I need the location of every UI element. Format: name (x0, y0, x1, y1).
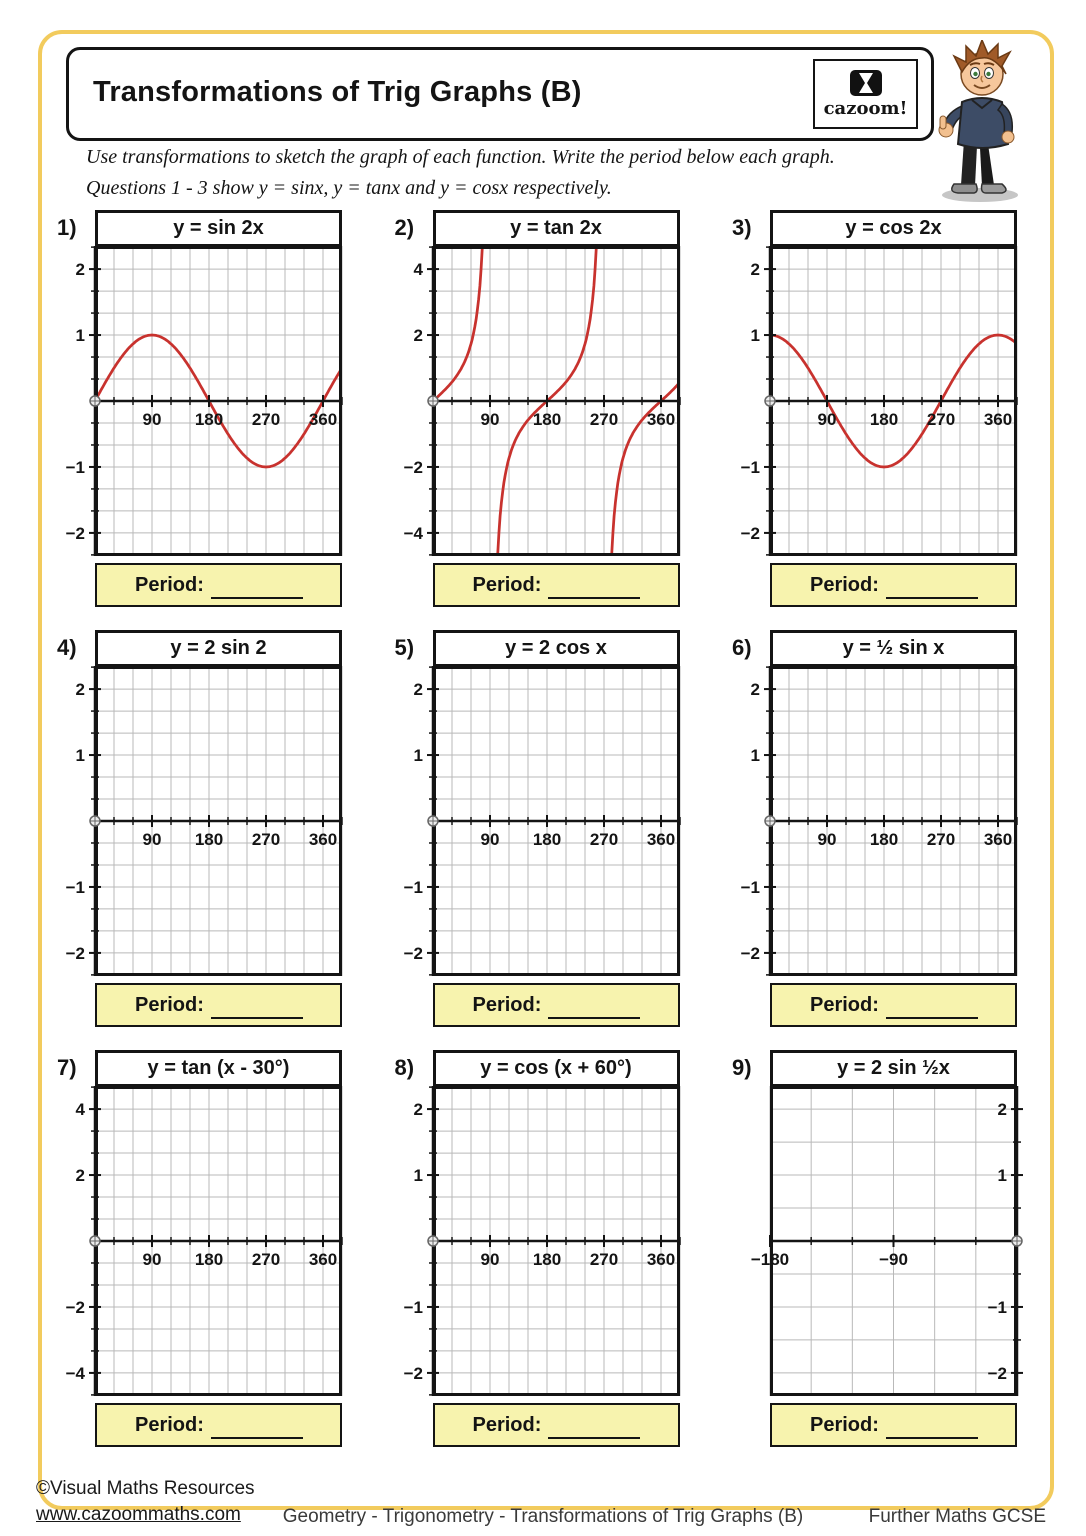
graph-canvas-9[interactable] (732, 1086, 1017, 1396)
y-tick-label: 2 (413, 326, 423, 346)
function-title-2: y = tan 2x (433, 210, 680, 247)
period-label-9: Period: (810, 1413, 879, 1436)
function-title-8: y = cos (x + 60°) (433, 1050, 680, 1087)
x-tick-label: 90 (480, 410, 499, 429)
x-tick-label: 360 (646, 830, 675, 849)
y-tick-label: 2 (413, 1100, 423, 1120)
y-tick-label: −4 (403, 523, 423, 543)
graph-canvas-7[interactable] (57, 1086, 342, 1396)
function-title-9: y = 2 sin ½x (770, 1050, 1017, 1087)
period-box-4 (95, 983, 342, 1027)
copyright-text: ©Visual Maths Resources (36, 1478, 255, 1499)
y-tick-label: −2 (987, 1363, 1007, 1383)
period-answer-blank-6[interactable] (886, 997, 978, 1019)
question-number-9: 9) (732, 1055, 752, 1080)
question-4-block (57, 630, 343, 1028)
y-tick-label: −1 (65, 877, 85, 897)
instructions-line-1: Use transformations to sketch the graph of each function. Write the period below each graph. (86, 146, 835, 168)
question-3-block (732, 210, 1018, 608)
graph-canvas-4[interactable] (57, 666, 342, 976)
x-tick-label: 180 (194, 410, 224, 429)
x-tick-label: 270 (589, 1250, 618, 1269)
function-title-1: y = sin 2x (95, 210, 342, 247)
period-label-1: Period: (135, 573, 204, 596)
graph-canvas-1[interactable] (57, 246, 342, 556)
y-tick-label: −4 (65, 1363, 85, 1383)
x-tick-label: 270 (251, 410, 281, 429)
x-tick-label: −90 (879, 1250, 908, 1269)
x-tick-label: 180 (869, 830, 899, 849)
footer-course-level: Further Maths GCSE (868, 1506, 1046, 1527)
question-number-2: 2) (394, 215, 415, 240)
x-tick-label: 270 (926, 410, 956, 429)
question-8-block (395, 1050, 681, 1448)
period-answer-blank-1[interactable] (211, 577, 303, 599)
graph-canvas-6[interactable] (732, 666, 1017, 976)
period-box-8 (433, 1403, 680, 1447)
origin-marker (90, 396, 100, 406)
footer-breadcrumb: Geometry - Trigonometry - Transformations of Trig Graphs (B) (282, 1506, 804, 1527)
y-tick-label: 4 (413, 260, 423, 280)
x-tick-label: 90 (817, 410, 837, 429)
period-label-4: Period: (135, 993, 204, 1016)
question-2-block (395, 210, 681, 608)
x-tick-label: 270 (926, 830, 956, 849)
period-label-7: Period: (135, 1413, 204, 1436)
question-number-8: 8) (394, 1055, 415, 1080)
y-tick-label: 4 (75, 1100, 85, 1120)
x-tick-label: 360 (308, 1250, 338, 1269)
question-number-4: 4) (57, 635, 77, 660)
period-answer-blank-7[interactable] (211, 1417, 303, 1439)
period-answer-blank-4[interactable] (211, 997, 303, 1019)
y-tick-label: 2 (997, 1100, 1007, 1120)
y-tick-label: −2 (65, 943, 85, 963)
y-tick-label: 1 (750, 326, 760, 346)
period-box-1 (95, 563, 342, 607)
question-number-7: 7) (57, 1055, 77, 1080)
y-tick-label: −2 (740, 523, 760, 543)
question-number-6: 6) (732, 635, 752, 660)
y-tick-label: 2 (75, 260, 85, 280)
period-answer-blank-5[interactable] (548, 997, 640, 1019)
period-answer-blank-2[interactable] (548, 577, 640, 599)
function-title-6: y = ½ sin x (770, 630, 1017, 667)
question-6-block (732, 630, 1018, 1028)
x-tick-label: 180 (532, 410, 561, 429)
x-tick-label: 90 (142, 410, 162, 429)
y-tick-label: 1 (75, 326, 85, 346)
period-label-6: Period: (810, 993, 879, 1016)
period-box-2 (433, 563, 680, 607)
axes (770, 1086, 1021, 1396)
x-tick-label: 180 (194, 1250, 224, 1269)
function-title-5: y = 2 cos x (433, 630, 680, 667)
x-tick-label: 180 (194, 830, 224, 849)
question-5-block (395, 630, 681, 1028)
function-title-7: y = tan (x - 30°) (95, 1050, 342, 1087)
origin-marker (1012, 1236, 1022, 1246)
graph-canvas-2[interactable] (395, 246, 680, 556)
period-box-9 (770, 1403, 1017, 1447)
x-tick-label: 90 (817, 830, 837, 849)
x-tick-label: 180 (869, 410, 899, 429)
y-tick-label: 1 (750, 746, 760, 766)
question-7-block (57, 1050, 343, 1448)
origin-marker (90, 1236, 100, 1246)
y-tick-label: 1 (997, 1166, 1007, 1186)
x-tick-label: 360 (983, 410, 1013, 429)
y-tick-label: 1 (413, 1166, 423, 1186)
y-tick-label: −2 (403, 457, 423, 477)
instructions-line-2: Questions 1 - 3 show y = sinx, y = tanx and y = cosx respectively. (86, 177, 612, 199)
y-tick-label: 2 (75, 1166, 85, 1186)
y-tick-label: 2 (413, 680, 423, 700)
y-tick-label: −1 (403, 877, 423, 897)
period-label-3: Period: (810, 573, 879, 596)
origin-marker (428, 1236, 438, 1246)
y-tick-label: −1 (403, 1297, 423, 1317)
website-link[interactable]: www.cazoommaths.com (36, 1503, 241, 1525)
graph-canvas-3[interactable] (732, 246, 1017, 556)
period-answer-blank-9[interactable] (886, 1417, 978, 1439)
y-tick-label: −1 (987, 1297, 1007, 1317)
x-tick-label: 360 (983, 830, 1013, 849)
period-box-3 (770, 563, 1017, 607)
question-number-5: 5) (394, 635, 415, 660)
origin-marker (765, 396, 775, 406)
x-tick-label: 360 (646, 1250, 675, 1269)
y-tick-label: −1 (740, 457, 760, 477)
x-tick-label: 90 (142, 830, 162, 849)
page-title: Transformations of Trig Graphs (B) (93, 76, 582, 108)
y-tick-label: −2 (65, 1297, 85, 1317)
cazoom-logo-text: cazoom! (823, 98, 908, 119)
x-tick-label: 360 (646, 410, 675, 429)
question-9-block (732, 1050, 1018, 1448)
question-1-block (57, 210, 343, 608)
x-tick-label: 270 (589, 830, 618, 849)
y-tick-label: 1 (413, 746, 423, 766)
x-tick-label: 90 (480, 1250, 499, 1269)
y-tick-label: −2 (740, 943, 760, 963)
period-answer-blank-3[interactable] (886, 577, 978, 599)
y-tick-label: 1 (75, 746, 85, 766)
y-tick-label: −2 (403, 943, 423, 963)
y-tick-label: −1 (65, 457, 85, 477)
x-tick-label: 270 (589, 410, 618, 429)
function-title-3: y = cos 2x (770, 210, 1017, 247)
y-tick-label: −2 (403, 1363, 423, 1383)
period-label-2: Period: (472, 573, 542, 596)
x-tick-label: 90 (142, 1250, 162, 1269)
period-box-6 (770, 983, 1017, 1027)
graph-canvas-5[interactable] (395, 666, 680, 976)
period-box-5 (433, 983, 680, 1027)
period-box-7 (95, 1403, 342, 1447)
origin-marker (90, 816, 100, 826)
question-number-3: 3) (732, 215, 752, 240)
x-tick-label: 360 (308, 830, 338, 849)
x-tick-label: 180 (532, 830, 561, 849)
x-tick-label: 270 (251, 830, 281, 849)
y-tick-label: 2 (75, 680, 85, 700)
question-number-1: 1) (57, 215, 77, 240)
x-tick-label: −180 (750, 1250, 790, 1269)
origin-marker (428, 396, 438, 406)
origin-marker (428, 816, 438, 826)
x-tick-label: 270 (251, 1250, 281, 1269)
period-answer-blank-8[interactable] (548, 1417, 640, 1439)
x-tick-label: 360 (308, 410, 338, 429)
graph-canvas-8[interactable] (395, 1086, 680, 1396)
y-tick-label: −2 (65, 523, 85, 543)
period-label-5: Period: (472, 993, 542, 1016)
function-title-4: y = 2 sin 2 (95, 630, 342, 667)
y-tick-label: 2 (750, 260, 760, 280)
period-label-8: Period: (472, 1413, 542, 1436)
origin-marker (765, 816, 775, 826)
x-tick-label: 90 (480, 830, 499, 849)
y-tick-label: −1 (740, 877, 760, 897)
y-tick-label: 2 (750, 680, 760, 700)
x-tick-label: 180 (532, 1250, 561, 1269)
